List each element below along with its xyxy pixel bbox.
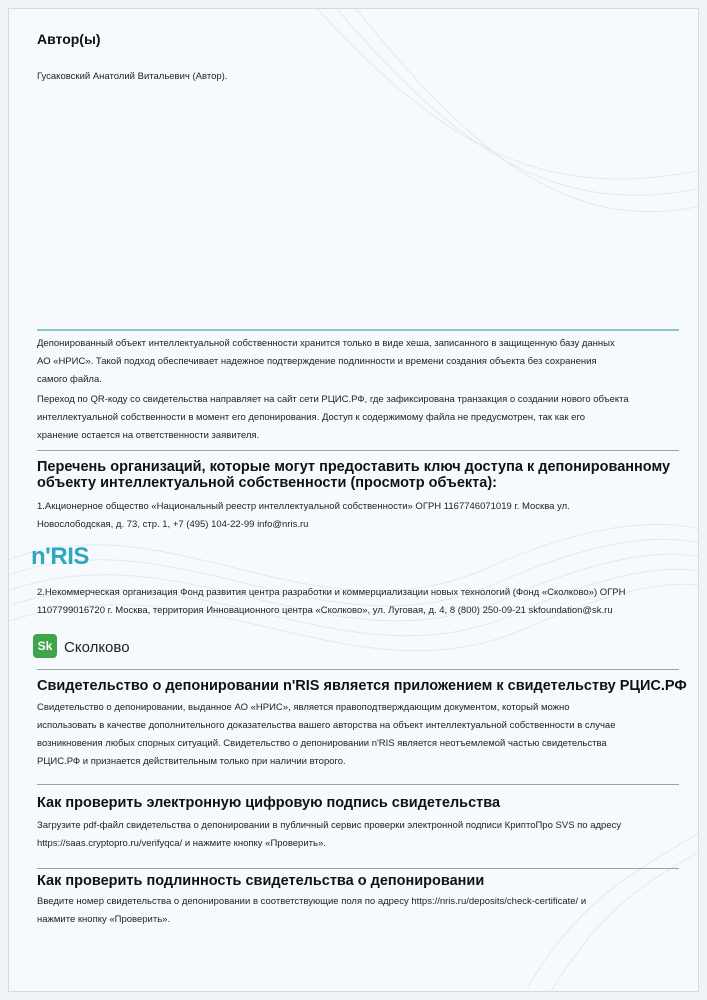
text-line: хранение остается на ответственности заявителя. [37, 430, 260, 441]
divider [37, 450, 679, 451]
certificate-text [37, 699, 687, 771]
organizations-heading [37, 459, 670, 491]
certificate-page [8, 8, 699, 992]
signature-check-heading: Как проверить электронную цифровую подпись свидетельства [37, 795, 501, 811]
text-line: https://saas.cryptopro.ru/verifyqca/ и нажмите кнопку «Проверить». [37, 838, 326, 849]
text-line: 2.Некоммерческая организация Фонд развития центра разработки и коммерциализации новых технологий (Фонд «Сколково») ОГРН [37, 587, 626, 598]
divider [37, 329, 679, 331]
text-line: 1.Акционерное общество «Национальный реестр интеллектуальной собственности» ОГРН 1167746071019 г. Москва ул. [37, 501, 570, 512]
authenticity-check-heading: Как проверить подлинность свидетельства о депонировании [37, 873, 485, 889]
text-line: Загрузите pdf-файл свидетельства о депонировании в публичный сервис проверки электронной подписи КриптоПро SVS по адресу [37, 820, 622, 831]
authenticity-check-text [37, 893, 687, 929]
divider [37, 669, 679, 670]
text-line: РЦИС.РФ и признается действительным только при наличии второго. [37, 756, 346, 767]
heading-line: объекту интеллектуальной собственности (просмотр объекта): [37, 475, 497, 491]
organization-2 [37, 584, 692, 620]
text-line: нажмите кнопку «Проверить». [37, 914, 171, 925]
heading-line: Перечень организаций, которые могут предоставить ключ доступа к депонированному [37, 459, 671, 475]
skolkovo-logo-mark: Sk [33, 634, 57, 658]
text-line: возникновения любых спорных ситуаций. Свидетельство о депонировании n'RIS является неотъемлемой частью свидетельства [37, 738, 607, 749]
signature-check-text [37, 817, 687, 853]
text-line: Новослободская, д. 73, стр. 1, +7 (495) 104-22-99 info@nris.ru [37, 519, 309, 530]
divider [37, 784, 679, 785]
text-line: 1107799016720 г. Москва, территория Инновационного центра «Сколково», ул. Луговая, д. 4, 8 (800) 250-09-21 skfoundation@sk.ru [37, 605, 613, 616]
authors-heading: Автор(ы) [37, 31, 101, 47]
certificate-heading: Свидетельство о депонировании n'RIS является приложением к свидетельству РЦИС.РФ [37, 678, 687, 694]
organization-1 [37, 498, 687, 534]
nris-logo: n'RIS [31, 543, 89, 570]
deposit-info-paragraph-2 [37, 391, 687, 445]
text-line: АО «НРИС». Такой подход обеспечивает надежное подтверждение подлинности и времени создания объекта без сохранения [37, 356, 597, 367]
text-line: использовать в качестве дополнительного доказательства вашего авторства на объект интеллектуальной собственности в случае [37, 720, 616, 731]
text-line: интеллектуальной собственности в момент его депонирования. Доступ к содержимому файла не предусмотрен, так как его [37, 412, 585, 423]
authors-list: Гусаковский Анатолий Витальевич (Автор). [37, 71, 228, 82]
deposit-info-paragraph-1 [37, 335, 687, 389]
divider [37, 868, 679, 869]
text-line: Свидетельство о депонировании, выданное АО «НРИС», является правоподтверждающим документом, который можно [37, 702, 570, 713]
skolkovo-logo-text: Сколково [64, 639, 130, 656]
text-line: Переход по QR-коду со свидетельства направляет на сайт сети РЦИС.РФ, где зафиксирована транзакция о создании нового объекта [37, 394, 629, 405]
text-line: Депонированный объект интеллектуальной собственности хранится только в виде хеша, записанного в защищенную базу данных [37, 338, 615, 349]
text-line: Введите номер свидетельства о депонировании в соответствующие поля по адресу https://nris.ru/deposits/check-certificate/ и [37, 896, 587, 907]
text-line: самого файла. [37, 374, 102, 385]
